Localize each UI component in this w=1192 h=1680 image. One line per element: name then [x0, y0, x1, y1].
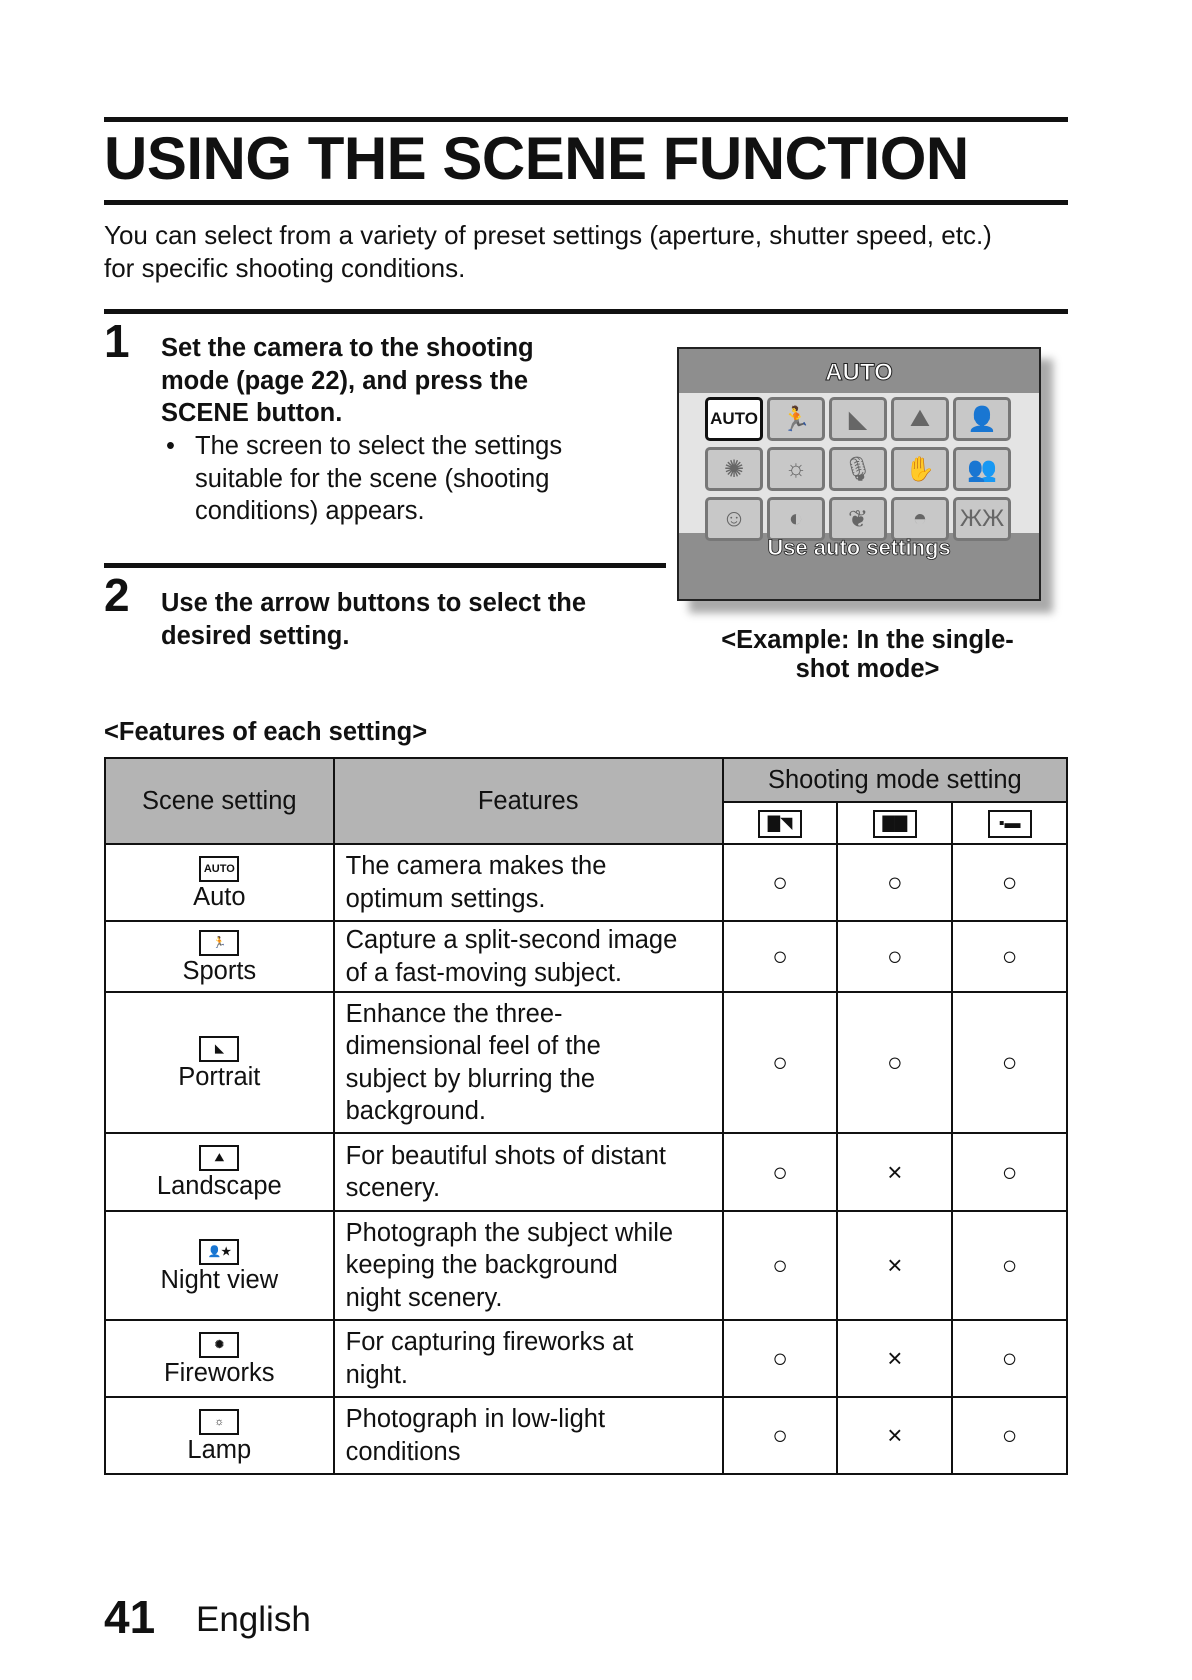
scene-cell: [105, 1133, 334, 1211]
scene-icon-grid: [705, 397, 1009, 541]
page-title: USING THE SCENE FUNCTION: [104, 125, 969, 192]
feature-line: Photograph in low-light: [345, 1405, 606, 1433]
step-line: mode (page 22), and press the: [161, 366, 529, 395]
features-heading: <Features of each setting>: [104, 718, 428, 746]
scene-cell: [105, 1397, 334, 1474]
availability-mark: ○: [723, 844, 838, 921]
features-cell: [334, 1133, 723, 1211]
scene-cell: [105, 1211, 334, 1320]
availability-mark: ○: [723, 1211, 838, 1320]
scene-name: Landscape: [156, 1172, 282, 1200]
feature-line: dimensional feel of the: [345, 1032, 601, 1060]
page-number: 41: [104, 1591, 156, 1643]
feature-line: night scenery.: [345, 1283, 503, 1312]
mode-cell: [837, 802, 952, 844]
table-row: [105, 1397, 1067, 1474]
table-row: [105, 992, 1067, 1133]
availability-mark: ○: [723, 1133, 838, 1211]
hand-shake-icon: ✋: [891, 447, 949, 491]
feature-line: For beautiful shots of distant: [345, 1141, 666, 1170]
feature-line: The camera makes the: [345, 852, 607, 880]
step-line: desired setting.: [161, 621, 350, 650]
feature-line: of a fast-moving subject.: [345, 958, 623, 987]
availability-mark: ×: [837, 1320, 952, 1397]
header-scene-setting: Scene setting: [105, 758, 334, 844]
table-row: [105, 844, 1067, 921]
step2-number: 2: [104, 569, 130, 621]
scene-icon: ✺: [199, 1332, 239, 1358]
intro-line: for specific shooting conditions.: [104, 253, 466, 283]
scene-icon: ◣: [199, 1036, 239, 1062]
page-language: English: [196, 1600, 311, 1639]
table-row: [105, 1211, 1067, 1320]
availability-mark: ×: [837, 1133, 952, 1211]
title-rule: [104, 200, 1068, 205]
intro-line: You can select from a variety of preset settings (aperture, shutter speed, etc.): [104, 220, 992, 250]
table-row: [105, 921, 1067, 992]
step1-bullet: •: [166, 432, 175, 460]
availability-mark: ○: [952, 921, 1067, 992]
step1-text: [161, 332, 534, 430]
scene-cell: [105, 992, 334, 1133]
feature-line: background.: [345, 1097, 486, 1125]
table-row: [105, 1320, 1067, 1397]
availability-mark: ○: [952, 992, 1067, 1133]
sports-icon: 🏃: [767, 397, 825, 441]
header-features: Features: [334, 758, 723, 844]
features-cell: [334, 1320, 723, 1397]
bullet-line: The screen to select the settings: [195, 432, 563, 460]
hat-icon: ◓: [891, 497, 949, 541]
feature-line: conditions: [345, 1437, 461, 1466]
butterfly-icon: ЖЖ: [953, 497, 1011, 541]
scene-name: Lamp: [187, 1435, 252, 1464]
step1-number: 1: [104, 315, 130, 367]
availability-mark: ○: [837, 992, 952, 1133]
leaf-icon: ❦: [829, 497, 887, 541]
screen-title: AUTO: [825, 359, 893, 386]
availability-mark: ○: [723, 992, 838, 1133]
multi-person-icon: 👥: [953, 447, 1011, 491]
feature-line: Capture a split-second image: [345, 926, 678, 954]
feature-line: keeping the background: [345, 1251, 618, 1280]
scene-icon: AUTO: [199, 856, 239, 882]
features-cell: [334, 1211, 723, 1320]
availability-mark: ○: [952, 844, 1067, 921]
availability-mark: ×: [837, 1397, 952, 1474]
scene-icon: ☼: [199, 1409, 239, 1435]
fireworks-icon: ✺: [705, 447, 763, 491]
scene-name: Portrait: [178, 1062, 261, 1091]
features-cell: [334, 921, 723, 992]
contrast-icon: ◐: [767, 497, 825, 541]
bullet-line: suitable for the scene (shooting: [195, 464, 550, 493]
step-line: SCENE button.: [161, 399, 343, 427]
availability-mark: ○: [723, 1320, 838, 1397]
feature-line: Photograph the subject while: [345, 1218, 674, 1247]
availability-mark: ×: [837, 1211, 952, 1320]
features-cell: [334, 844, 723, 921]
scene-name: Sports: [182, 956, 257, 985]
lamp-icon: ☼: [767, 447, 825, 491]
features-table: [104, 757, 1068, 1475]
top-rule: [104, 117, 1068, 122]
step1-bullet-text: [195, 430, 562, 528]
scene-name: Auto: [193, 882, 246, 911]
screen-label: Use auto settings: [767, 535, 951, 560]
availability-mark: ○: [723, 921, 838, 992]
voice-icon: 🎙: [829, 447, 887, 491]
bullet-line: conditions) appears.: [195, 497, 425, 525]
auto-icon: AUTO: [705, 397, 763, 441]
face-icon: ☺: [705, 497, 763, 541]
step-line: Set the camera to the shooting: [161, 334, 534, 362]
scene-name: Fireworks: [164, 1358, 275, 1387]
single-shot-icon: ▇◥: [758, 810, 802, 838]
scene-icon: 🏃: [199, 930, 239, 956]
header-shooting-mode: Shooting mode setting: [723, 758, 1067, 802]
section-rule: [104, 309, 1068, 314]
mode-cell: [723, 802, 838, 844]
feature-line: optimum settings.: [345, 884, 546, 913]
availability-mark: ○: [837, 844, 952, 921]
availability-mark: ○: [952, 1211, 1067, 1320]
video-icon: ▪▬: [988, 810, 1032, 838]
step2-rule: [104, 563, 666, 568]
mode-cell: [952, 802, 1067, 844]
example-caption: [680, 626, 1055, 684]
features-cell: [334, 992, 723, 1133]
availability-mark: ○: [952, 1133, 1067, 1211]
night-view-icon: 👤: [953, 397, 1011, 441]
scene-cell: [105, 921, 334, 992]
portrait-icon: ◣: [829, 397, 887, 441]
scene-cell: [105, 844, 334, 921]
landscape-icon: ⛰: [891, 397, 949, 441]
caption-line: shot mode>: [795, 655, 940, 683]
scene-icon: ⛰: [199, 1145, 239, 1171]
feature-line: For capturing fireworks at: [345, 1328, 634, 1356]
availability-mark: ○: [723, 1397, 838, 1474]
feature-line: scenery.: [345, 1174, 441, 1202]
step2-text: [161, 587, 586, 652]
scene-cell: [105, 1320, 334, 1397]
camera-screen-example: [677, 347, 1041, 601]
feature-line: subject by blurring the: [345, 1064, 596, 1093]
sequential-shot-icon: ▇▇: [873, 810, 917, 838]
feature-line: night.: [345, 1360, 409, 1389]
intro-text: [104, 219, 1074, 285]
features-cell: [334, 1397, 723, 1474]
step-line: Use the arrow buttons to select the: [161, 589, 587, 617]
availability-mark: ○: [952, 1397, 1067, 1474]
availability-mark: ○: [837, 921, 952, 992]
caption-line: <Example: In the single-: [721, 626, 1014, 654]
scene-name: Night view: [160, 1265, 279, 1294]
availability-mark: ○: [952, 1320, 1067, 1397]
table-row: [105, 1133, 1067, 1211]
feature-line: Enhance the three-: [345, 999, 563, 1028]
scene-icon: 👤★: [199, 1239, 239, 1265]
